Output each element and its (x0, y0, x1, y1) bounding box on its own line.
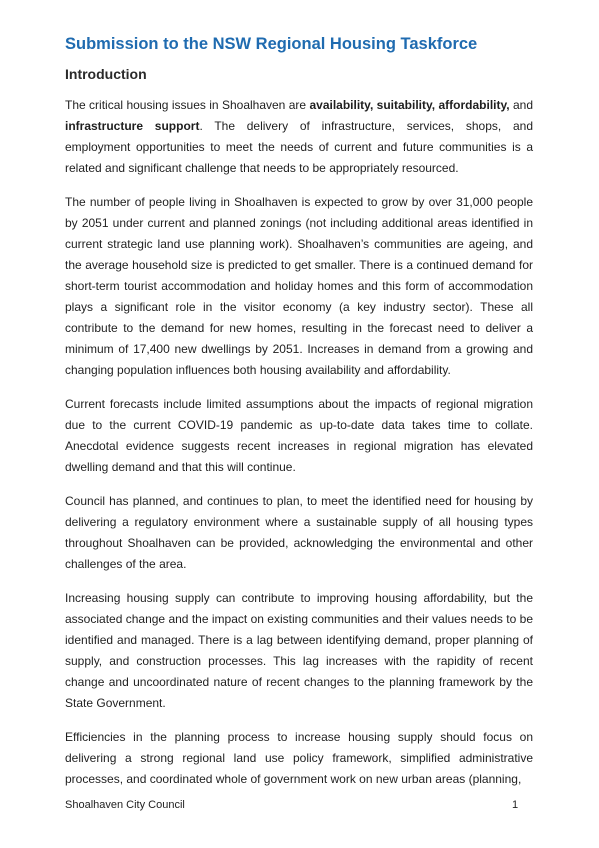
document-body (65, 95, 533, 803)
paragraph-4: Council has planned, and continues to plan, to meet the identified need for housing by delivering a regulatory environment where a sustainable supply of all housing types throughout Shoalhaven can be provided, acknowledging the environmental and other challenges of the area. (65, 494, 533, 571)
footer-page-number: 1 (512, 799, 519, 811)
section-heading: Introduction (65, 66, 147, 82)
paragraph-5: Increasing housing supply can contribute to improving housing affordability, but the associated change and the impact on existing communities and their values needs to be identified and managed. There is a lag between identifying demand, proper planning of supply, and construction processes. This lag increases with the rapidity of recent change and uncoordinated nature of recent changes to the planning framework by the State Government. (65, 591, 533, 710)
paragraph-2: The number of people living in Shoalhaven is expected to grow by over 31,000 people by 2051 under current and planned zonings (not including additional areas identified in current strategic land use planning work). Shoalhaven’s communities are ageing, and the average household size is predicted to get smaller. There is a continued demand for short-term tourist accommodation and holiday homes and this form of accommodation plays a significant role in the visitor economy (a key industry sector). These all contribute to the demand for new homes, resulting in the forecast need to deliver a minimum of 17,400 new dwellings by 2051. Increases in demand from a growing and changing population influences both housing availability and affordability. (65, 195, 533, 377)
paragraph-1-text-d: . The delivery of infrastructure, services, shops, and employment opportunities to meet the needs of current and future communities is a related and significant challenge that needs to be appropriately resourced. (65, 119, 533, 175)
paragraph-1 (65, 95, 533, 179)
paragraph-1-text-a: The critical housing issues in Shoalhaven are (65, 98, 310, 112)
document-title: Submission to the NSW Regional Housing Taskforce (65, 35, 478, 53)
paragraph-1-bold-infrastructure: infrastructure support (65, 119, 200, 133)
paragraph-1-text-c: and (509, 98, 534, 112)
paragraph-6: Efficiencies in the planning process to increase housing supply should focus on delivering a strong regional land use policy framework, simplified administrative processes, and coordinated whole of government work on new urban areas (planning, (65, 730, 533, 786)
footer-organization: Shoalhaven City Council (65, 799, 185, 811)
paragraph-1-bold-issues: availability, suitability, affordability, (309, 98, 510, 112)
paragraph-3: Current forecasts include limited assumptions about the impacts of regional migration due to the current COVID-19 pandemic as up-to-date data takes time to collate. Anecdotal evidence suggests recent increases in regional migration has elevated dwelling demand and that this will continue. (65, 397, 533, 474)
